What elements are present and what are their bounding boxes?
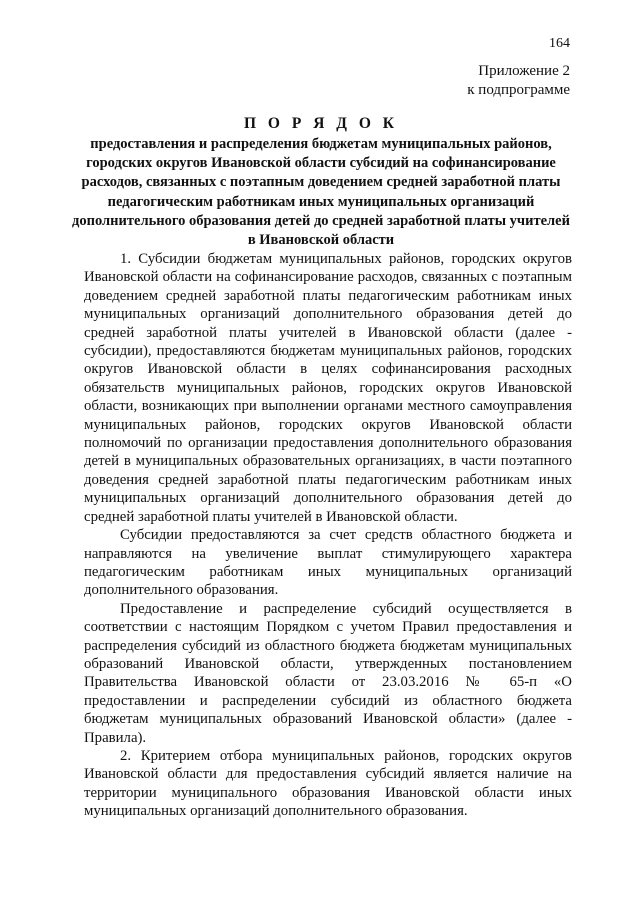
paragraph-4: 2. Критерием отбора муниципальных районов, городских округов Ивановской области для предоставления субсидий является наличие на территории муниципального образования Ивановской области иных муниципальных организаций дополнительного образования. bbox=[84, 747, 572, 820]
document-body bbox=[84, 250, 572, 821]
appendix-line-1: Приложение 2 bbox=[478, 63, 570, 79]
paragraph-2: Субсидии предоставляются за счет средств областного бюджета и направляются на увеличение выплат стимулирующего характера педагогическим работникам иных муниципальных организаций дополнительного образования. bbox=[84, 527, 572, 599]
document-title bbox=[72, 114, 570, 250]
appendix-line-2: к подпрограмме bbox=[467, 82, 570, 98]
page-number: 164 bbox=[549, 36, 570, 51]
title-main: П О Р Я Д О К bbox=[244, 115, 398, 132]
paragraph-1: 1. Субсидии бюджетам муниципальных районов, городских округов Ивановской области на софинансирование расходов, связанных с поэтапным доведением средней заработной платы педагогическим работникам иных муниципальных организаций дополнительного образования детей до средней заработной платы учителей в Ивановской области (далее - субсидии), предоставляются бюджетам муниципальных районов, городских округов Ивановской области в целях софинансирования расходных обязательств муниципальных районов, городских округов Ивановской области, возникающих при выполнении органами местного самоуправления муниципальных районов, городских округов Ивановской области полномочий по организации предоставления дополнительного образования детей в муниципальных образовательных организациях, в части поэтапного доведения средней заработной платы педагогическим работникам иных муниципальных организаций дополнительного образования детей до средней заработной платы учителей в Ивановской области. bbox=[84, 251, 572, 525]
paragraph-3: Предоставление и распределение субсидий осуществляется в соответствии с настоящим Порядком с учетом Правил предоставления и распределения субсидий из областного бюджета бюджетам муниципальных образований Ивановской области, утвержденных постановлением Правительства Ивановской области от 23.03.2016 № 65-п «О предоставлении и распределении субсидий из областного бюджета бюджетам муниципальных образований Ивановской области» (далее - Правила). bbox=[84, 600, 572, 746]
appendix-reference bbox=[467, 62, 570, 100]
title-subtitle: предоставления и распределения бюджетам муниципальных районов, городских округов Ивановской области субсидий на софинансирование расходов, связанных с поэтапным доведением средней заработной платы педагогическим работникам иных муниципальных организаций дополнительного образования детей до средней заработной платы учителей в Ивановской области bbox=[72, 136, 570, 249]
